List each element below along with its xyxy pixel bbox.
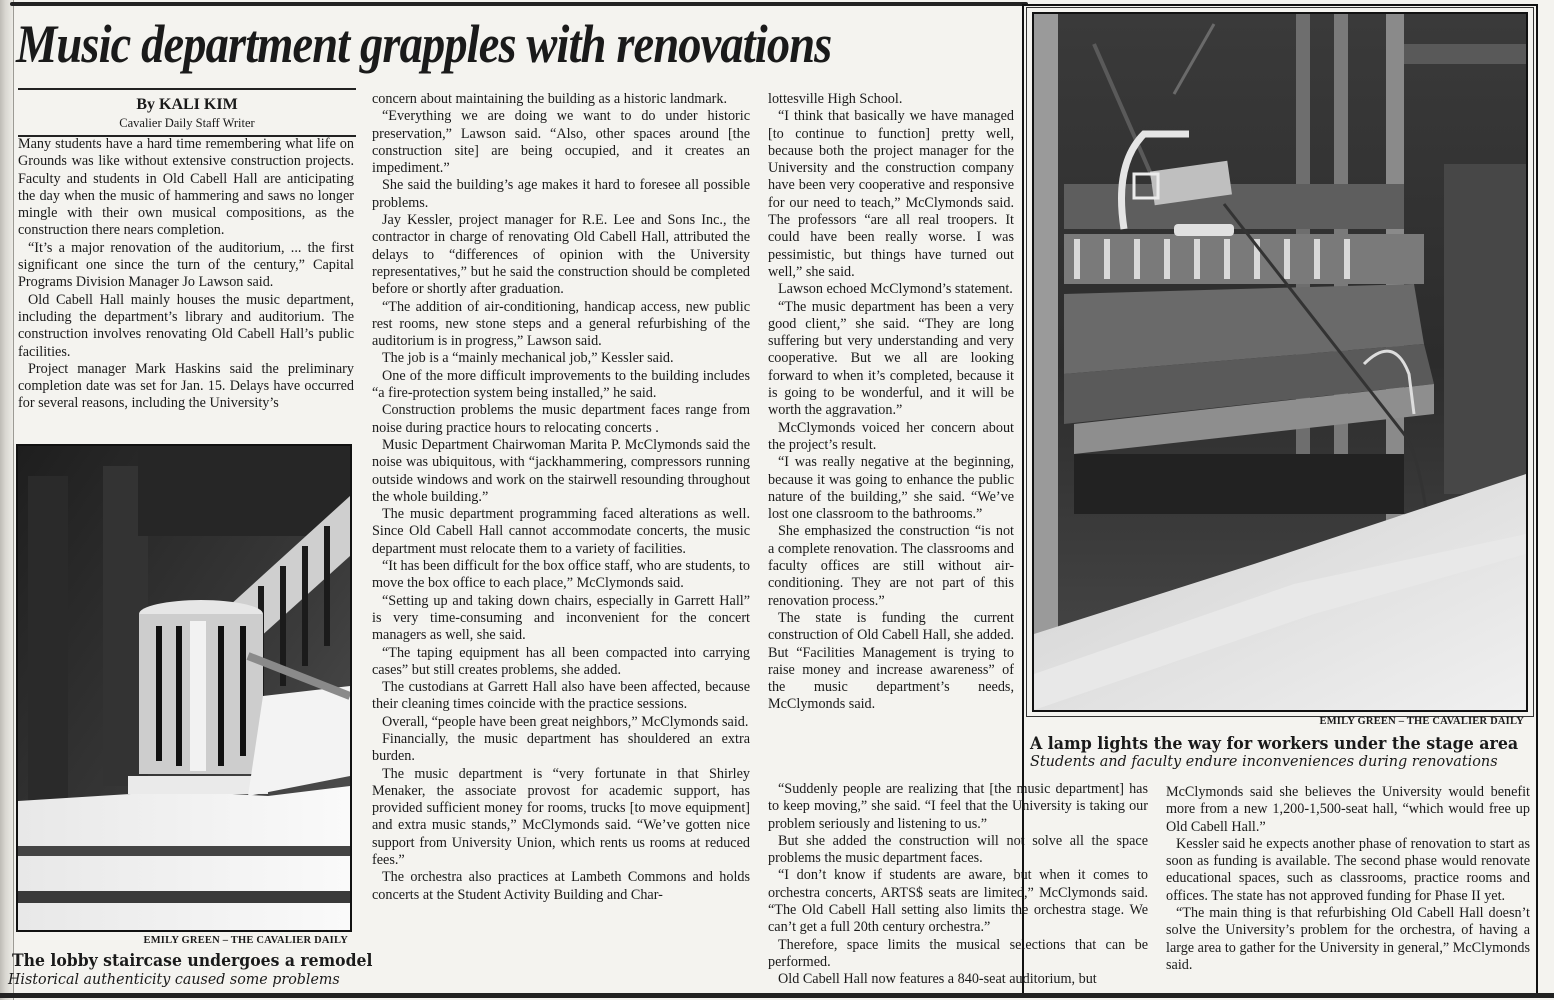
paragraph: Financially, the music department has shouldered an extra burden.: [372, 730, 750, 765]
article-column-3: [768, 91, 1014, 714]
paragraph: Lawson echoed McClymond’s statement.: [778, 281, 1013, 298]
photo-credit: EMILY GREEN – THE CAVALIER DAILY: [1319, 716, 1524, 727]
paragraph: Jay Kessler, project manager for R.E. Lee and Sons Inc., the contractor in charge of renovating Old Cabell Hall, attributed the delays to “differences of opinion with the University representatives,” but he said the construction should be completed before or shortly after graduation.: [372, 212, 750, 298]
paragraph: The state is funding the current construction of Old Cabell Hall, she added. But “Facilities Management is trying to raise money and increase awareness” of the music department’s needs, McClymonds said.: [768, 609, 1014, 713]
paragraph: The music department programming faced alterations as well. Since Old Cabell Hall cannot accommodate concerts, the music department must relocate them to a variety of facilities.: [372, 506, 750, 557]
paragraph: The music department is “very fortunate in that Shirley Menaker, the associate provost for academic support, has provided sufficient money for rooms, trucks [to move equipment] and extra music stands,” McClymonds said. “We’ve gotten nice support from University Union, which rents us rooms at reduced fees.”: [372, 765, 750, 869]
paragraph: Construction problems the music department faces range from noise during practice hours to relocating concerts .: [372, 402, 750, 436]
top-rule: [10, 2, 1028, 6]
article-column-4: [1166, 784, 1530, 974]
paragraph: “I think that basically we have managed [to continue to function] pretty well, because both the project manager for the University and the construction company have been very cooperative and responsive for our need to teach,” McClymonds said. The professors “are all real troopers. It could have been really worse. I was pessimistic, but things have turned out well,” she said.: [768, 108, 1014, 280]
staircase-photo: [16, 444, 352, 932]
paragraph: “Setting up and taking down chairs, especially in Garrett Hall” is very time-consuming and inconvenient for the concert managers as well, she said.: [372, 592, 750, 644]
paragraph: “It has been difficult for the box office staff, who are students, to move the box office to each place,” McClymonds said.: [372, 558, 750, 592]
photo-caption-subtitle: Historical authenticity caused some problems: [8, 970, 340, 988]
paragraph: But she added the construction will not solve all the space problems the music department faces.: [768, 832, 1148, 867]
paragraph: Old Cabell Hall now features a 840-seat auditorium, but: [778, 971, 1097, 988]
paragraph: “Everything we are doing we want to do under historic preservation,” Lawson said. “Also, other spaces around [the construction site] are being occupied, and it creates an impediment.”: [372, 108, 750, 177]
paragraph: “The main thing is that refurbishing Old Cabell Hall doesn’t solve the University’s problem for the orchestra, of having a large area to gather for the University in general,” McClymonds said.: [1166, 905, 1530, 973]
page-gutter: [0, 0, 14, 1000]
paragraph: “The addition of air-conditioning, handicap access, new public rest rooms, new stone steps and a general refurbishing of the auditorium is in progress,” Lawson said.: [372, 298, 750, 350]
article-column-1: [18, 136, 354, 413]
paragraph: Kessler said he expects another phase of renovation to start as soon as funding is available. The second phase would renovate educational spaces, such as classrooms, practice rooms and offices. The state has not approved funding for Phase II yet.: [1166, 835, 1530, 904]
paragraph: lottesville High School.: [768, 91, 903, 107]
paragraph: “I was really negative at the beginning, because it was going to enhance the public nature of the building,” she said. “We’ve lost one classroom to the bathrooms.”: [768, 454, 1014, 523]
staircase-photo-image: [18, 446, 350, 930]
paragraph: One of the more difficult improvements to the building includes “a fire-protection system being installed,” he said.: [372, 367, 750, 402]
paragraph: Music Department Chairwoman Marita P. McClymonds said the noise was ubiquitous, with “jackhammering, compressors running outside windows and work on the stairwell resounding throughout the whole building.”: [372, 436, 750, 505]
photo-caption-title: A lamp lights the way for workers under the stage area: [1030, 734, 1519, 754]
paragraph: “The taping equipment has all been compacted into carrying cases” but still creates problems, she added.: [372, 644, 750, 678]
photo-caption-title: The lobby staircase undergoes a remodel: [12, 951, 373, 971]
paragraph: “I don’t know if students are aware, but when it comes to orchestra concerts, ARTS$ seats are limited,” McClymonds said. “The Old Cabell Hall setting also limits the orchestra stage. We can’t get a full 20th century orchestra.”: [768, 867, 1148, 936]
article-column-3-continued: [768, 781, 1148, 989]
paragraph: “The music department has been a very good client,” she said. “They are long suffering but very understanding and very cooperative. But we all are looking forward to when it’s completed, because it is going to be wonderful, and it will be worth the aggravation.”: [768, 298, 1014, 419]
paragraph: “It’s a major renovation of the auditorium, ... the first significant one since the turn of the century,” Capital Programs Division Manager Jo Lawson said.: [18, 239, 354, 291]
byline-role: Cavalier Daily Staff Writer: [119, 116, 255, 130]
article-column-2: [372, 91, 750, 904]
photo-caption-subtitle: Students and faculty endure inconveniences during renovations: [1030, 752, 1498, 770]
paragraph: She emphasized the construction “is not a complete renovation. The classrooms and faculty offices are still without air-conditioning. They are not part of this renovation process.”: [768, 523, 1014, 609]
lamp-photo: [1032, 12, 1528, 712]
paragraph: The custodians at Garrett Hall also have been affected, because their cleaning times coincide with the practice sessions.: [372, 679, 750, 713]
paragraph: The orchestra also practices at Lambeth Commons and holds concerts at the Student Activity Building and Char-: [372, 869, 750, 903]
photo-credit: EMILY GREEN – THE CAVALIER DAILY: [143, 935, 348, 946]
paragraph: concern about maintaining the building as a historic landmark.: [372, 91, 727, 107]
paragraph: The job is a “mainly mechanical job,” Kessler said.: [382, 350, 674, 367]
paragraph: Project manager Mark Haskins said the preliminary completion date was set for Jan. 15. Delays have occurred for several reasons, including the University’s: [18, 360, 354, 412]
paragraph: Many students have a hard time remembering what life on Grounds was like without extensive construction projects. Faculty and students in Old Cabell Hall are anticipating the day when the music of hammering and saws no longer mingle with their own musical compositions, as the construction there nears completion.: [18, 136, 354, 239]
paragraph: She said the building’s age makes it hard to foresee all possible problems.: [372, 177, 750, 211]
byline: By KALI KIM: [136, 96, 238, 113]
paragraph: Therefore, space limits the musical selections that can be performed.: [768, 936, 1148, 970]
byline-block: [18, 88, 356, 137]
lamp-photo-image: [1034, 14, 1526, 710]
paragraph: Old Cabell Hall mainly houses the music department, including the department’s library and auditorium. The construction involves renovating Old Cabell Hall’s public facilities.: [18, 291, 354, 360]
headline: Music department grapples with renovations: [16, 14, 832, 74]
paragraph: “Suddenly people are realizing that [the music department] has to keep moving,” she said. “I feel that the University is taking our problem seriously and listening to us.”: [768, 781, 1148, 832]
paragraph: Overall, “people have been great neighbors,” McClymonds said.: [382, 713, 749, 730]
paragraph: McClymonds voiced her concern about the project’s result.: [768, 419, 1014, 453]
paragraph: McClymonds said she believes the University would benefit more from a new 1,200-1,500-seat hall, “which would free up Old Cabell Hall.”: [1166, 784, 1530, 835]
bottom-rule: [0, 993, 1554, 998]
